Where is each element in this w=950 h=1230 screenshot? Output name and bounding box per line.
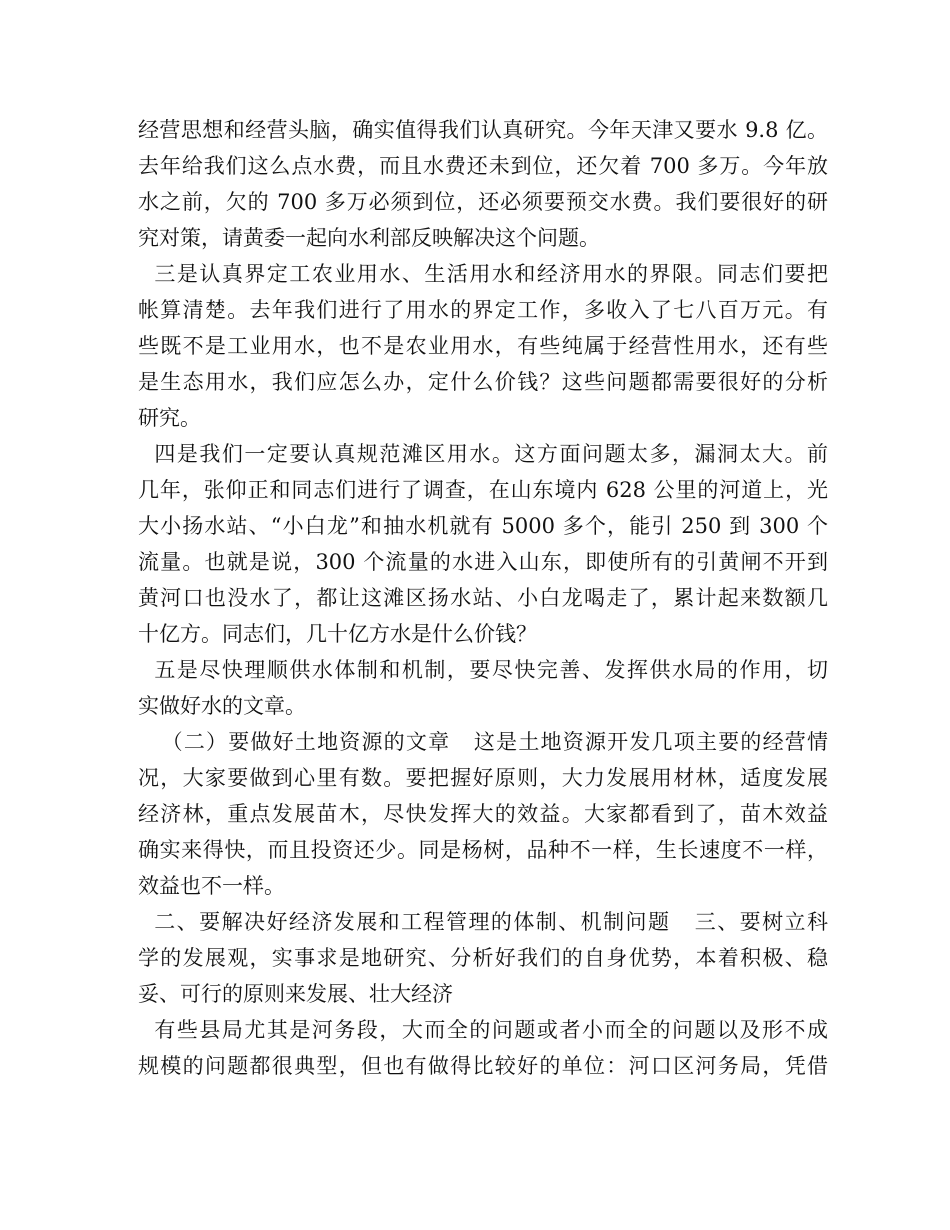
text-line: 经济林，重点发展苗木，尽快发挥大的效益。大家都看到了，苗木效益 xyxy=(138,802,828,826)
text-line: 十亿方。同志们，几十亿方水是什么价钱？ xyxy=(138,622,537,646)
text-line: 研究。 xyxy=(138,406,201,430)
text-line: 大小扬水站、“小白龙”和抽水机就有 5000 多个，能引 250 到 300 个 xyxy=(138,514,828,538)
text-line: 况，大家要做到心里有数。要把握好原则，大力发展用材林，适度发展 xyxy=(138,766,828,790)
text-line: 二、要解决好经济发展和工程管理的体制、机制问题 三、要树立科 xyxy=(138,910,828,934)
text-line: 去年给我们这么点水费，而且水费还未到位，还欠着 700 多万。今年放 xyxy=(138,154,828,178)
text-line: 实做好水的文章。 xyxy=(138,694,306,718)
text-line: 些既不是工业用水，也不是农业用水，有些纯属于经营性用水，还有些 xyxy=(138,334,828,358)
text-line: 五是尽快理顺供水体制和机制，要尽快完善、发挥供水局的作用，切 xyxy=(138,658,828,682)
document-body xyxy=(138,112,828,1084)
text-line: 几年，张仰正和同志们进行了调查，在山东境内 628 公里的河道上，光 xyxy=(138,478,828,502)
text-line: 帐算清楚。去年我们进行了用水的界定工作，多收入了七八百万元。有 xyxy=(138,298,828,322)
text-line: 流量。也就是说，300 个流量的水进入山东，即使所有的引黄闸不开到 xyxy=(138,550,828,574)
text-line: 效益也不一样。 xyxy=(138,874,285,898)
text-line: （二）要做好土地资源的文章 这是土地资源开发几项主要的经营情 xyxy=(138,730,828,754)
text-line: 确实来得快，而且投资还少。同是杨树，品种不一样，生长速度不一样， xyxy=(138,838,828,862)
text-line: 有些县局尤其是河务段，大而全的问题或者小而全的问题以及形不成 xyxy=(138,1018,828,1042)
text-line: 黄河口也没水了，都让这滩区扬水站、小白龙喝走了，累计起来数额几 xyxy=(138,586,828,610)
text-line: 三是认真界定工农业用水、生活用水和经济用水的界限。同志们要把 xyxy=(138,262,828,286)
text-line: 妥、可行的原则来发展、壮大经济 xyxy=(138,982,453,1006)
text-line: 究对策，请黄委一起向水利部反映解决这个问题。 xyxy=(138,226,600,250)
text-line: 是生态用水，我们应怎么办，定什么价钱？这些问题都需要很好的分析 xyxy=(138,370,828,394)
text-line: 四是我们一定要认真规范滩区用水。这方面问题太多，漏洞太大。前 xyxy=(138,442,828,466)
text-line: 经营思想和经营头脑，确实值得我们认真研究。今年天津又要水 9.8 亿。 xyxy=(138,118,828,142)
text-line: 学的发展观，实事求是地研究、分析好我们的自身优势，本着积极、稳 xyxy=(138,946,828,970)
text-line: 规模的问题都很典型，但也有做得比较好的单位：河口区河务局，凭借 xyxy=(138,1054,828,1078)
text-line: 水之前，欠的 700 多万必须到位，还必须要预交水费。我们要很好的研 xyxy=(138,190,828,214)
